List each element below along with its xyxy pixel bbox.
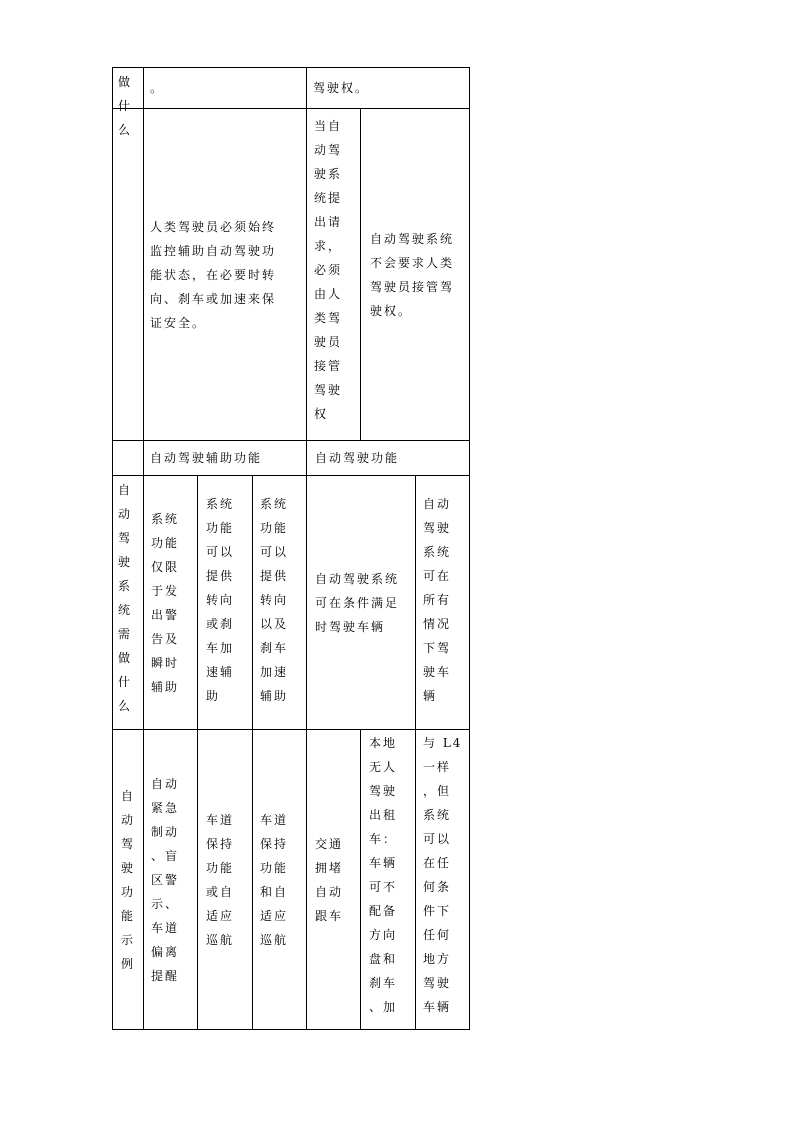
- l0-example-cell: 自动 紧急 制动 、盲 区警 示、 车道 偏离 提醒: [151, 776, 180, 983]
- no-takeover-cell: 自动驾驶系统 不会要求人类 驾驶员接管驾 驶权。: [370, 231, 455, 318]
- human-monitor-cell: 人类驾驶员必须始终 监控辅助自动驾驶功 能状态，在必要时转 向、刹车或加速来保 证安全。: [150, 219, 277, 330]
- l0-task-cell: 系统 功能 仅限 于发 出警 告及 瞬时 辅助: [151, 511, 180, 694]
- column-divider: [143, 67, 144, 1030]
- l3-example-cell: 交通 拥堵 自动 跟车: [315, 836, 344, 923]
- l3-takeover-cell: 当自 动驾 驶系 统提 出请 求， 必须 由人 类驾 驶员 接管 驾驶 权: [314, 119, 343, 421]
- row1-left-cell: 。: [150, 81, 165, 95]
- column-divider: [306, 67, 307, 1030]
- assist-function-header: 自动驾驶辅助功能: [150, 451, 263, 465]
- column-divider: [415, 475, 416, 1030]
- l2-example-cell: 车道 保持 功能 和自 适应 巡航: [260, 812, 289, 947]
- row-label-system-tasks: 自 动 驾 驶 系 统 需 做 什 么: [118, 483, 133, 713]
- l1-task-cell: 系统 功能 可以 提供 转向 或刹 车加 速辅 助: [206, 497, 235, 703]
- l5-task-cell: 自动 驾驶 系统 可在 所有 情况 下驾 驶车 辆: [423, 497, 452, 703]
- row1-right-cell: 驾驶权。: [313, 81, 370, 95]
- l1-example-cell: 车道 保持 功能 或自 适应 巡航: [206, 812, 235, 947]
- column-divider: [197, 475, 198, 1030]
- auto-function-header: 自动驾驶功能: [315, 451, 400, 465]
- row-label-what-to-do: 做 什 么: [118, 75, 133, 137]
- l5-example-cell: 与 L4 一样 ，但 系统 可以 在任 何条 件下 任何 地方 驾驶 车辆: [423, 736, 463, 1014]
- column-divider: [360, 729, 361, 1030]
- column-divider: [252, 475, 253, 1030]
- table-border-right: [469, 67, 470, 1030]
- l4-example-cell: 本地 无人 驾驶 出租 车： 车辆 可不 配备 方向 盘和 刹车 、加: [369, 736, 398, 1014]
- column-divider: [360, 108, 361, 440]
- row-label-examples: 自 动 驾 驶 功 能 示 例: [120, 788, 135, 971]
- l2-task-cell: 系统 功能 可以 提供 转向 以及 刹车 加速 辅助: [260, 497, 289, 703]
- l3-l4-task-cell: 自动驾驶系统 可在条件满足 时驾驶车辆: [315, 571, 400, 634]
- table-border-bottom: [112, 1029, 470, 1030]
